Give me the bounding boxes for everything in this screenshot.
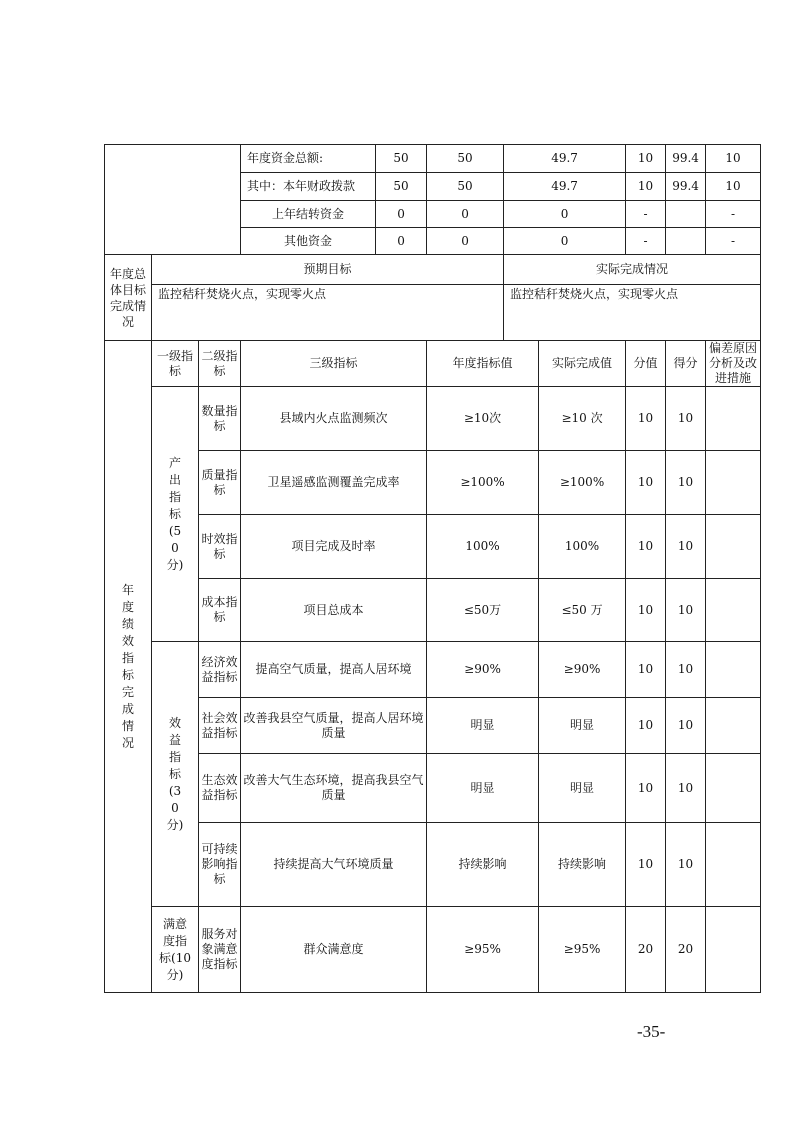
level2-cell: 可持续影响指标 [199,823,241,907]
funds-row-label: 上年结转资金 [241,201,376,228]
header-score: 得分 [666,341,706,387]
header-actual: 实际完成值 [539,341,626,387]
header-weight: 分值 [626,341,666,387]
indicator-row [105,823,761,907]
level2-cell: 成本指标 [199,579,241,642]
goals-actual-text: 监控秸秆焚烧火点，实现零火点 [504,285,761,341]
weight-cell: 10 [626,754,666,823]
level3-cell: 改善我县空气质量，提高人居环境质量 [241,698,427,754]
target-cell: ≥100% [427,451,539,515]
level3-cell: 县域内火点监测频次 [241,387,427,451]
actual-cell: ≥90% [539,642,626,698]
funds-exec-rate [666,201,706,228]
indicator-row [105,579,761,642]
target-cell: ≥90% [427,642,539,698]
actual-cell: ≥95% [539,907,626,993]
score-cell: 10 [666,754,706,823]
actual-cell: 100% [539,515,626,579]
actual-cell: 持续影响 [539,823,626,907]
weight-cell: 20 [626,907,666,993]
funds-row-label: 其中：本年财政拨款 [241,173,376,201]
header-level2: 二级指标 [199,341,241,387]
indicator-row [105,698,761,754]
target-cell: ≥10次 [427,387,539,451]
level1-satisfaction: 满意度指标(10分) [152,907,199,993]
funds-score: 10 [706,173,761,201]
performance-table [104,144,761,993]
funds-annual-budget: 0 [376,201,427,228]
weight-cell: 10 [626,451,666,515]
funds-score: - [706,228,761,255]
target-cell: ≤50万 [427,579,539,642]
deviation-cell [706,515,761,579]
funds-exec-rate: 99.4 [666,173,706,201]
actual-cell: 明显 [539,754,626,823]
weight-cell: 10 [626,579,666,642]
target-cell: 100% [427,515,539,579]
score-cell: 10 [666,515,706,579]
funds-annual-budget: 50 [376,145,427,173]
deviation-cell [706,754,761,823]
score-cell: 20 [666,907,706,993]
funds-score: 10 [706,145,761,173]
header-level1: 一级指标 [152,341,199,387]
deviation-cell [706,579,761,642]
indicator-row [105,451,761,515]
goals-expected-text: 监控秸秆焚烧火点，实现零火点 [152,285,504,341]
target-cell: 持续影响 [427,823,539,907]
weight-cell: 10 [626,387,666,451]
indicator-row [105,907,761,993]
level2-cell: 质量指标 [199,451,241,515]
weight-cell: 10 [626,642,666,698]
actual-cell: ≥100% [539,451,626,515]
deviation-cell [706,698,761,754]
score-cell: 10 [666,642,706,698]
funds-executed: 0 [504,201,626,228]
funds-exec-rate [666,228,706,255]
indicator-row [105,642,761,698]
score-cell: 10 [666,823,706,907]
level3-cell: 持续提高大气环境质量 [241,823,427,907]
funds-executed: 0 [504,228,626,255]
weight-cell: 10 [626,515,666,579]
target-cell: 明显 [427,754,539,823]
level3-cell: 改善大气生态环境，提高我县空气质量 [241,754,427,823]
funds-full-year-budget: 50 [427,173,504,201]
funds-full-year-budget: 0 [427,201,504,228]
level3-cell: 提高空气质量，提高人居环境 [241,642,427,698]
indicator-row [105,754,761,823]
deviation-cell [706,907,761,993]
level1-benefit: 效益指标(30分) [152,642,199,907]
funds-score-weight: 10 [626,173,666,201]
actual-cell: ≥10 次 [539,387,626,451]
target-cell: ≥95% [427,907,539,993]
funds-score: - [706,201,761,228]
level3-cell: 项目完成及时率 [241,515,427,579]
header-deviation: 偏差原因分析及改进措施 [706,341,761,387]
goals-expected-header: 预期目标 [152,255,504,285]
level2-cell: 经济效益指标 [199,642,241,698]
funds-annual-budget: 50 [376,173,427,201]
funds-label-cell [105,145,241,255]
deviation-cell [706,642,761,698]
funds-annual-budget: 0 [376,228,427,255]
indicator-row [105,387,761,451]
header-target: 年度指标值 [427,341,539,387]
score-cell: 10 [666,387,706,451]
deviation-cell [706,451,761,515]
score-cell: 10 [666,579,706,642]
goals-actual-header: 实际完成情况 [504,255,761,285]
funds-score-weight: 10 [626,145,666,173]
funds-executed: 49.7 [504,173,626,201]
indicators-header-row [105,341,761,387]
funds-score-weight: - [626,201,666,228]
goals-header-row [105,255,761,285]
funds-row [105,145,761,173]
funds-full-year-budget: 0 [427,228,504,255]
goals-section-label: 年度总体目标完成情况 [105,255,152,341]
actual-cell: ≤50 万 [539,579,626,642]
weight-cell: 10 [626,823,666,907]
level2-cell: 生态效益指标 [199,754,241,823]
funds-full-year-budget: 50 [427,145,504,173]
level3-cell: 群众满意度 [241,907,427,993]
funds-score-weight: - [626,228,666,255]
goals-content-row [105,285,761,341]
funds-executed: 49.7 [504,145,626,173]
level1-output: 产出指标(50分) [152,387,199,642]
weight-cell: 10 [626,698,666,754]
level3-cell: 项目总成本 [241,579,427,642]
score-cell: 10 [666,698,706,754]
level2-cell: 数量指标 [199,387,241,451]
page-number: -35- [637,1022,666,1041]
actual-cell: 明显 [539,698,626,754]
funds-exec-rate: 99.4 [666,145,706,173]
header-level3: 三级指标 [241,341,427,387]
level3-cell: 卫星遥感监测覆盖完成率 [241,451,427,515]
funds-row-label: 其他资金 [241,228,376,255]
indicator-row [105,515,761,579]
level2-cell: 社会效益指标 [199,698,241,754]
deviation-cell [706,387,761,451]
deviation-cell [706,823,761,907]
score-cell: 10 [666,451,706,515]
indicators-section-label: 年度绩效指标完成情况 [105,341,152,993]
funds-row-label: 年度资金总额: [241,145,376,173]
target-cell: 明显 [427,698,539,754]
level2-cell: 服务对象满意度指标 [199,907,241,993]
level2-cell: 时效指标 [199,515,241,579]
